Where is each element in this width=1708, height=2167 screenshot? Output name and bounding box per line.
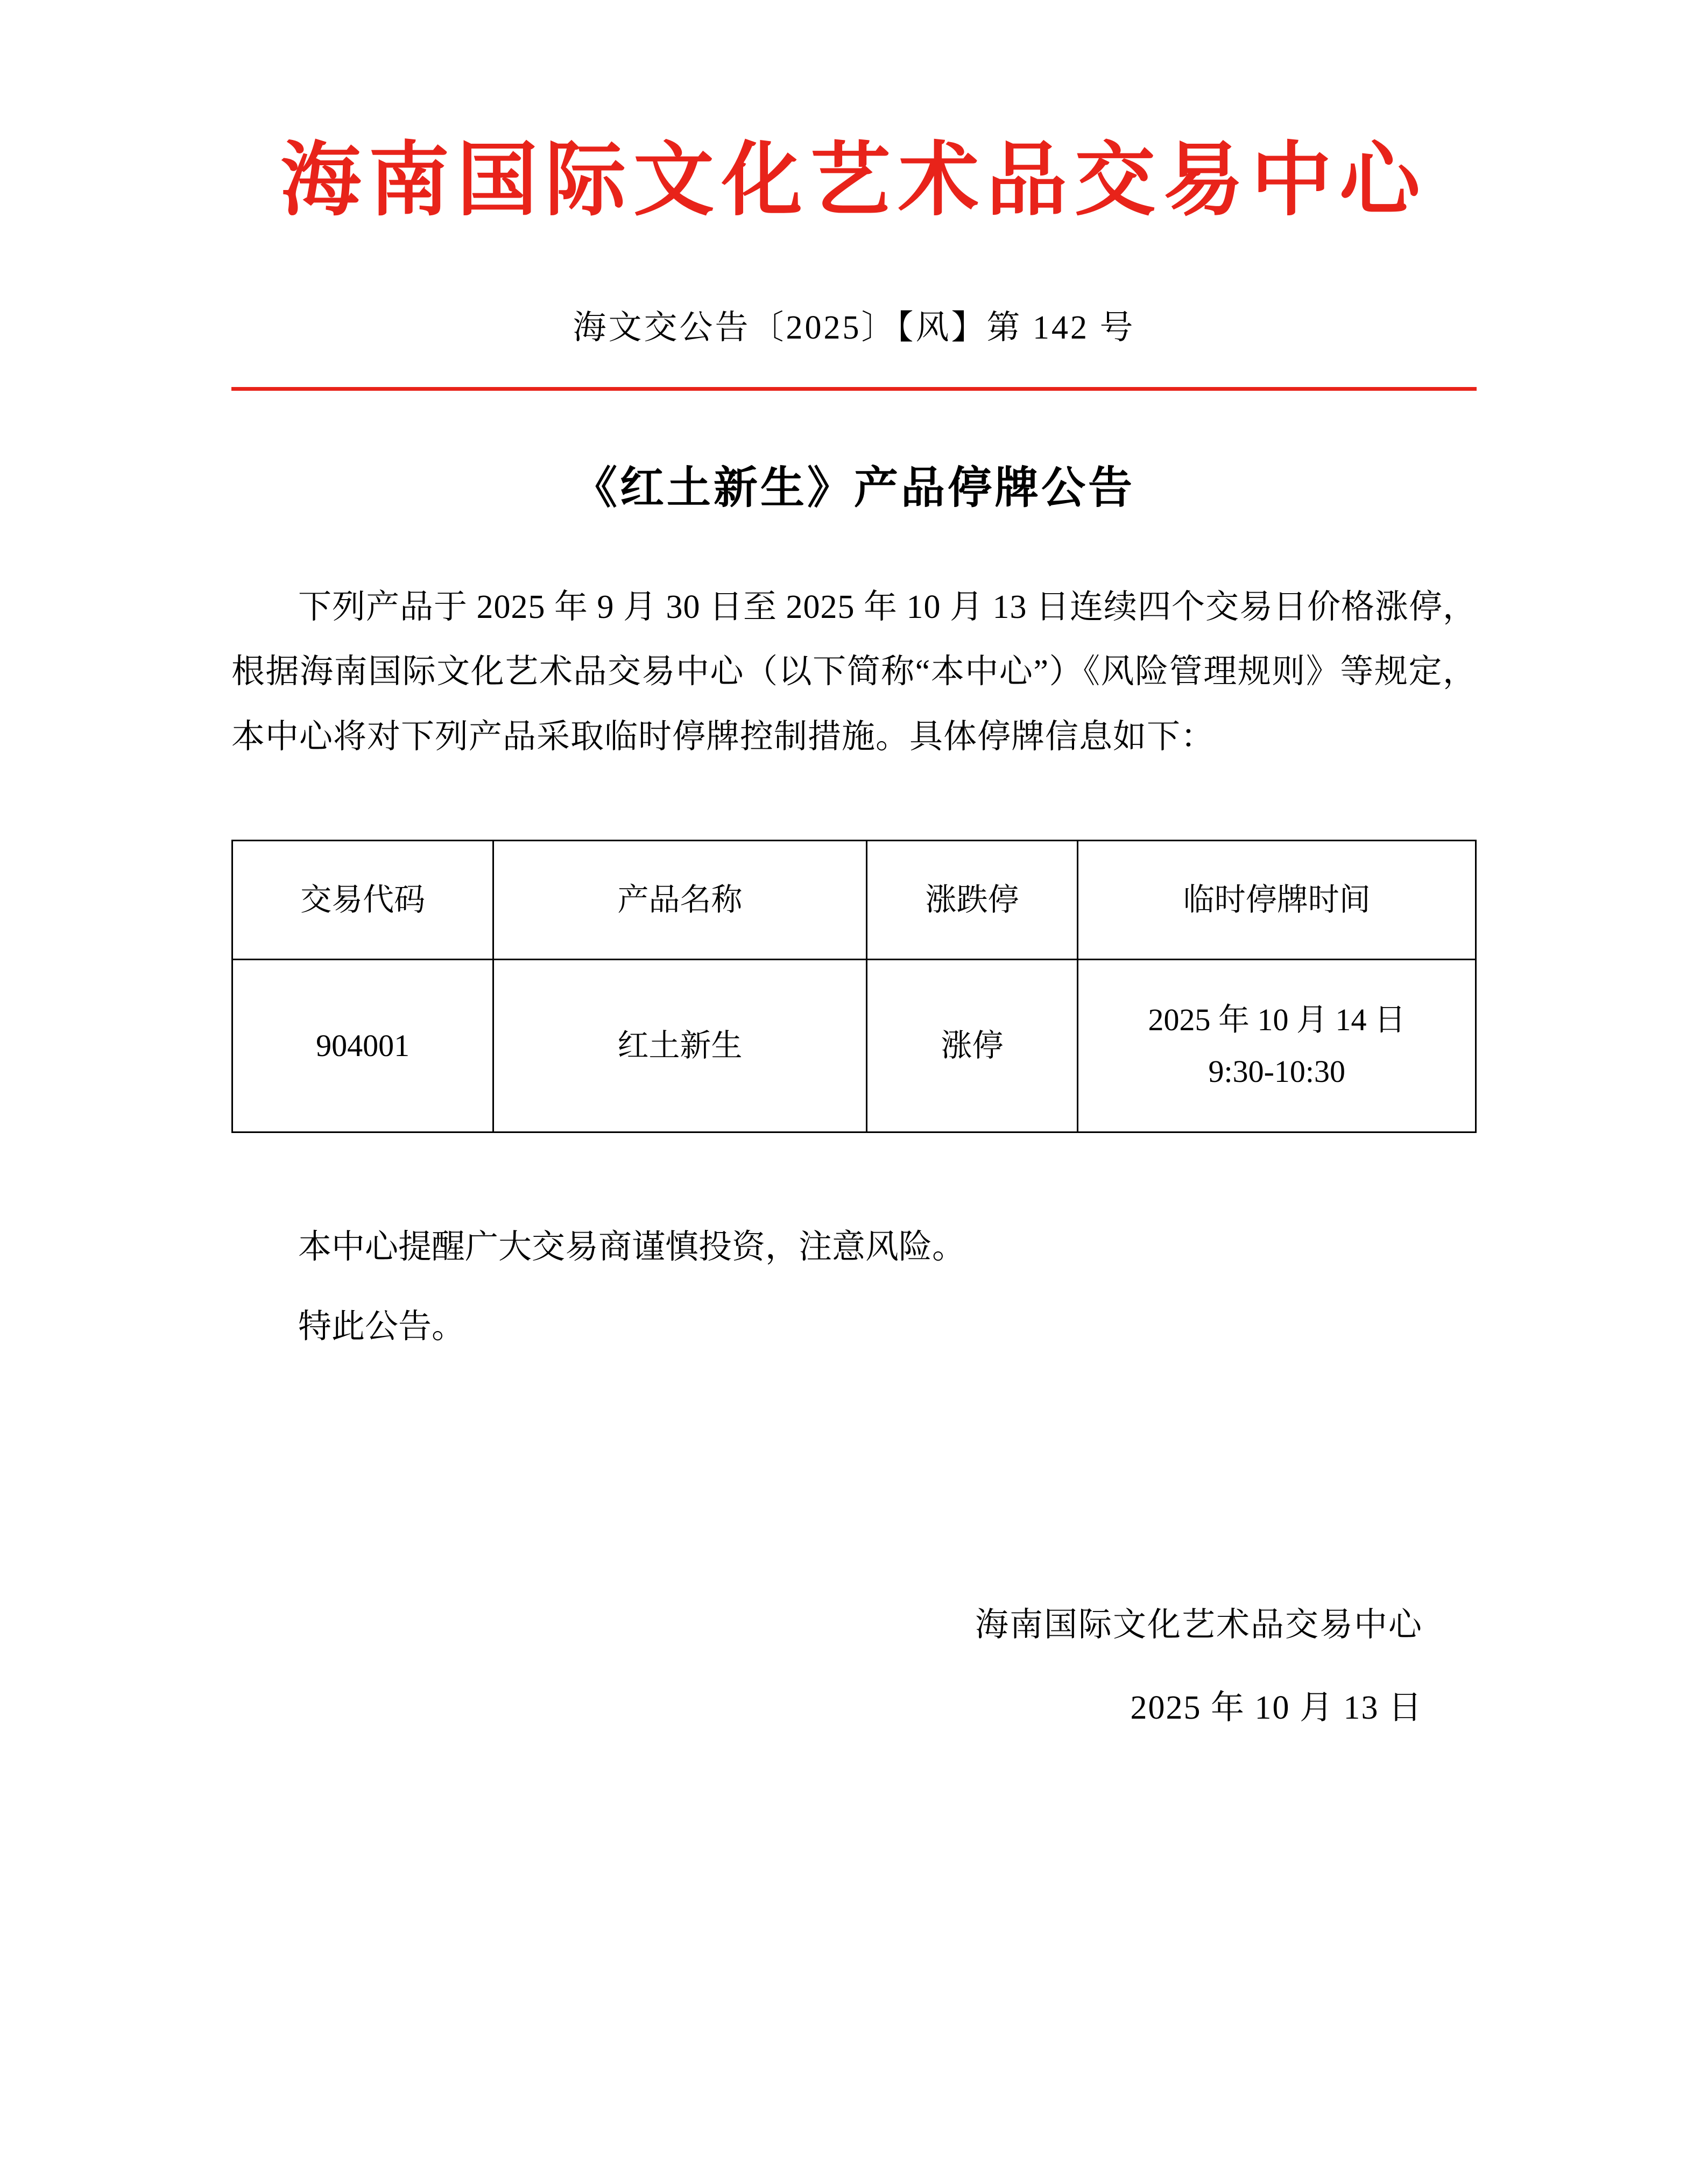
closing-line-1: 本中心提醒广大交易商谨慎投资，注意风险。 [298,1229,966,1266]
cell-suspension-time [1078,960,1476,1132]
red-divider-rule [231,387,1477,391]
organization-masthead: 海南国际文化艺术品交易中心 [280,136,1428,226]
closing-line-2: 特此公告。 [298,1308,465,1346]
page-title: 《红土新生》产品停牌公告 [573,463,1135,512]
suspension-date: 2025 年 10 月 14 日 [1148,1002,1406,1038]
table-row [232,960,1476,1132]
closing-remarks [231,1214,1477,1360]
cell-limit-status: 涨停 [866,960,1078,1132]
column-header-code: 交易代码 [232,841,493,960]
cell-trade-code: 904001 [232,960,493,1132]
signature-block [231,1592,1477,1741]
column-header-name: 产品名称 [493,841,866,960]
signature-date: 2025 年 10 月 13 日 [1130,1690,1423,1727]
cell-product-name: 红土新生 [493,960,866,1132]
suspension-table [231,840,1477,1133]
table-header-row [232,841,1476,960]
document-number: 海文交公告〔2025〕【风】第 142 号 [573,309,1135,346]
column-header-time: 临时停牌时间 [1078,841,1476,960]
column-header-limit: 涨跌停 [866,841,1078,960]
announcement-paragraph: 下列产品于 2025 年 9 月 30 日至 2025 年 10 月 13 日连续四个交易日价格涨停，根据海南国际文化艺术品交易中心（以下简称“本中心”）《风险管理规则》等规定，本中心将对下列产品采取临时停牌控制措施。具体停牌信息如下： [231,588,1477,756]
suspension-hours: 9:30-10:30 [1208,1054,1345,1089]
suspension-table-wrapper [231,840,1477,1133]
signature-organization: 海南国际文化艺术品交易中心 [975,1607,1423,1644]
